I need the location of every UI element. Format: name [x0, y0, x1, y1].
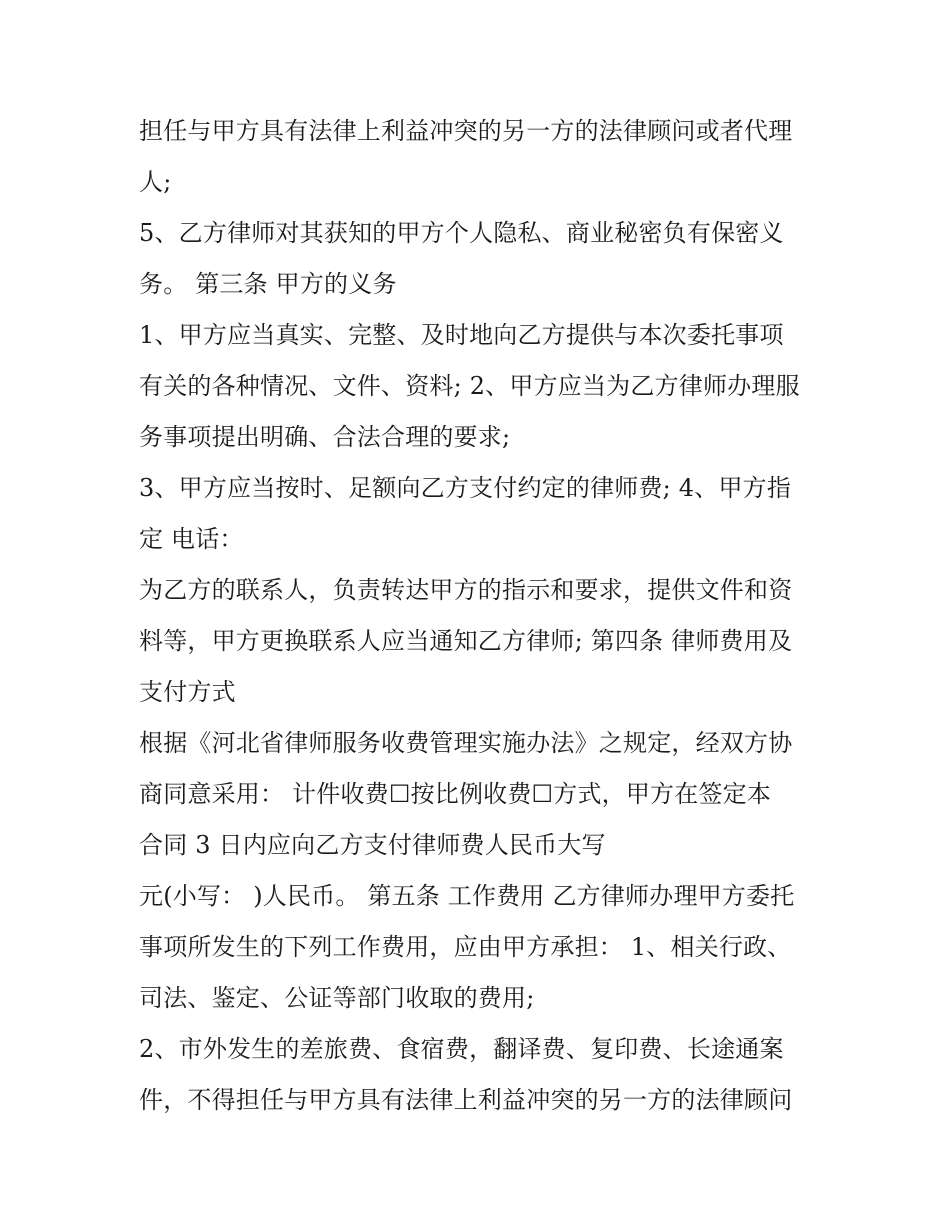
text-line: 5、乙方律师对其获知的甲方个人隐私、商业秘密负有保密义: [139, 219, 784, 247]
text-line: 为乙方的联系人，负责转达甲方的指示和要求，提供文件和资: [139, 576, 793, 604]
text-line: 3、甲方应当按时、足额向乙方支付约定的律师费; 4、甲方指: [139, 474, 792, 502]
text-line: 商同意采用： 计件收费☐按比例收费☐方式，甲方在签定本: [139, 780, 772, 808]
text-line: 定 电话：: [139, 525, 244, 553]
text-line: 1、甲方应当真实、完整、及时地向乙方提供与本次委托事项: [139, 321, 784, 349]
text-line: 人;: [139, 168, 172, 196]
text-line: 担任与甲方具有法律上利益冲突的另一方的法律顾问或者代理: [139, 117, 793, 145]
text-line: 有关的各种情况、文件、资料; 2、甲方应当为乙方律师办理服: [139, 372, 800, 400]
text-line: 件，不得担任与甲方具有法律上利益冲突的另一方的法律顾问: [139, 1086, 793, 1114]
text-line: 司法、鉴定、公证等部门收取的费用;: [139, 984, 535, 1012]
text-line: 根据《河北省律师服务收费管理实施办法》之规定，经双方协: [139, 729, 793, 757]
text-line: 事项所发生的下列工作费用，应由甲方承担： 1、相关行政、: [139, 933, 792, 961]
text-line: 料等，甲方更换联系人应当通知乙方律师; 第四条 律师费用及: [139, 627, 793, 655]
text-line: 支付方式: [139, 678, 236, 706]
text-line: 务事项提出明确、合法合理的要求;: [139, 423, 511, 451]
text-line: 务。 第三条 甲方的义务: [139, 270, 397, 298]
document-body: [139, 106, 819, 1126]
text-line: 合同 3 日内应向乙方支付律师费人民币大写: [139, 831, 606, 859]
text-line: 2、市外发生的差旅费、食宿费，翻译费、复印费、长途通案: [139, 1035, 784, 1063]
text-line: 元(小写： )人民币。 第五条 工作费用 乙方律师办理甲方委托: [139, 882, 795, 910]
